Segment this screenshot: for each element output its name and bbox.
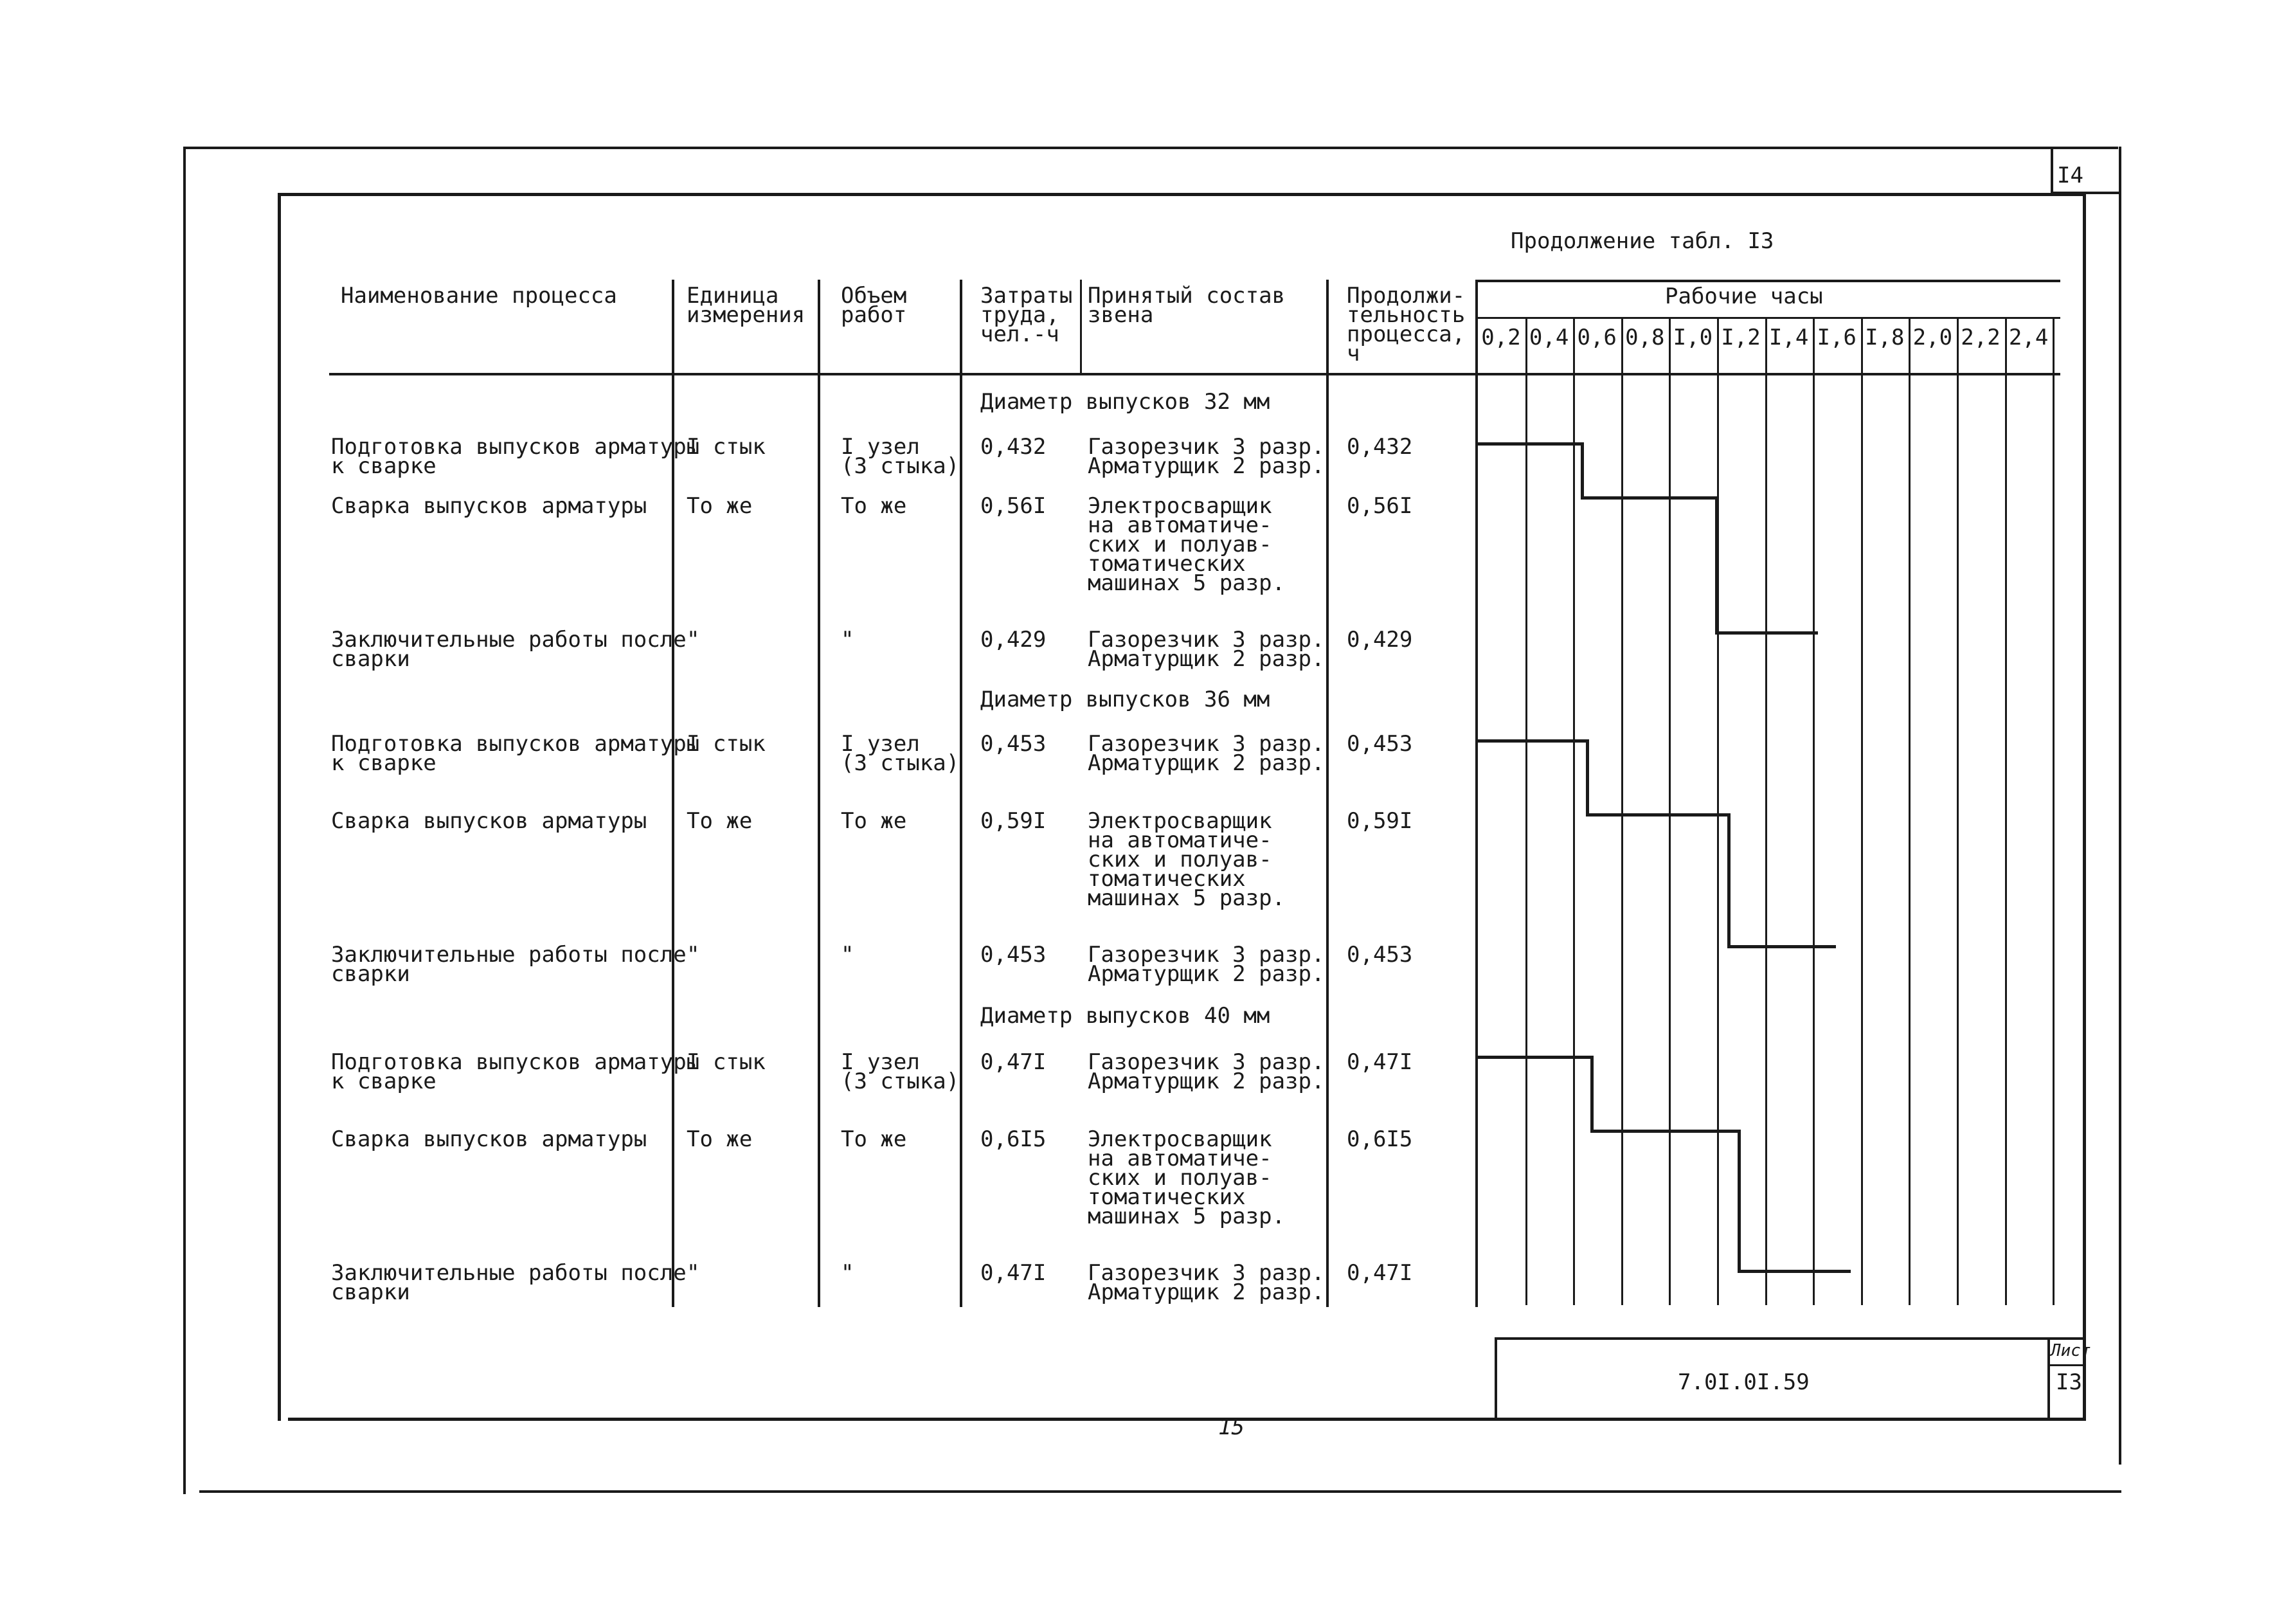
crew-cell: Газорезчик 3 разр. Арматурщик 2 разр.: [1088, 434, 1325, 479]
unit-cell: ": [687, 627, 700, 653]
process-name: Заключительные работы после сварки: [331, 942, 687, 987]
header-hours: Рабочие часы: [1665, 284, 1823, 309]
process-name: Сварка выпусков арматуры: [331, 808, 647, 834]
col-sep-6: [1475, 280, 1478, 1307]
unit-cell: То же: [687, 1126, 753, 1152]
gantt-connector: [1590, 1056, 1594, 1133]
crew-cell: Газорезчик 3 разр. Арматурщик 2 разр.: [1088, 1260, 1325, 1305]
col-sep-5: [1326, 280, 1329, 1307]
duration-cell: 0,47I: [1347, 1260, 1413, 1286]
gantt-bar: [1477, 1056, 1590, 1059]
hours-grid-line: [2053, 318, 2055, 1305]
gantt-bar: [1715, 631, 1818, 635]
title-block-left: [1495, 1337, 1497, 1420]
labor-cell: 0,453: [980, 731, 1047, 757]
hours-tick-label: 0,6: [1577, 325, 1617, 350]
unit-cell: ": [687, 942, 700, 968]
header-duration: Продолжи- тельность процесса, ч: [1347, 283, 1466, 366]
hours-tick-label: I,6: [1817, 325, 1857, 350]
crew-cell: Газорезчик 3 разр. Арматурщик 2 разр.: [1088, 627, 1325, 672]
hours-grid-line: [1957, 318, 1959, 1305]
labor-cell: 0,429: [980, 627, 1047, 653]
hours-grid-line: [1621, 318, 1623, 1305]
labor-cell: 0,59I: [980, 808, 1047, 834]
duration-cell: 0,56I: [1347, 493, 1413, 519]
section-title: Диаметр выпусков 32 мм: [980, 389, 1270, 415]
inner-frame-bottom: [288, 1418, 2085, 1421]
header-unit: Единица измерения: [687, 283, 805, 328]
gantt-connector: [1586, 739, 1589, 817]
gantt-bar: [1586, 813, 1727, 817]
unit-cell: То же: [687, 493, 753, 519]
gantt-bar: [1477, 442, 1581, 446]
title-block-mid: [2047, 1364, 2085, 1366]
crew-cell: Газорезчик 3 разр. Арматурщик 2 разр.: [1088, 1049, 1325, 1094]
process-name: Сварка выпусков арматуры: [331, 493, 647, 519]
process-name: Сварка выпусков арматуры: [331, 1126, 647, 1152]
hours-grid-line: [1909, 318, 1911, 1305]
volume-cell: ": [841, 942, 854, 968]
hours-grid-line: [2005, 318, 2007, 1305]
process-name: Заключительные работы после сварки: [331, 627, 687, 672]
hours-sub-line: [1475, 317, 2060, 319]
unit-cell: I стык: [687, 731, 766, 757]
crew-cell: Газорезчик 3 разр. Арматурщик 2 разр.: [1088, 942, 1325, 987]
hours-tick-label: 2,4: [2008, 325, 2049, 350]
labor-cell: 0,47I: [980, 1049, 1047, 1075]
sheet-label: Лист: [2051, 1341, 2091, 1360]
document-code: 7.0I.0I.59: [1678, 1369, 1810, 1395]
hours-tick-label: 2,0: [1912, 325, 1953, 350]
crew-cell: Электросварщик на автоматиче- ских и полуав- томатических машинах 5 разр.: [1088, 1126, 1286, 1229]
hours-grid-line: [1525, 318, 1527, 1305]
volume-cell: I узел (3 стыка): [841, 434, 960, 479]
page-number: 15: [1218, 1414, 1245, 1440]
outer-frame-bottom: [199, 1490, 2121, 1493]
header-bottom-line: [329, 373, 2060, 375]
process-name: Заключительные работы после сварки: [331, 1260, 687, 1305]
gantt-bar: [1477, 739, 1586, 743]
table-continuation-title: Продолжение табл. I3: [1511, 228, 1774, 254]
inner-frame-right: [2083, 193, 2086, 1421]
hours-tick-label: 2,2: [1961, 325, 2001, 350]
header-name: Наименование процесса: [341, 283, 617, 309]
duration-cell: 0,432: [1347, 434, 1413, 460]
hours-tick-label: I,4: [1768, 325, 1809, 350]
col-sep-3: [960, 280, 962, 1307]
unit-cell: То же: [687, 808, 753, 834]
inner-frame-left: [278, 193, 281, 1421]
gantt-connector: [1581, 442, 1584, 500]
hours-tick-label: I,2: [1721, 325, 1761, 350]
title-block-top: [1495, 1337, 2085, 1340]
gantt-bar: [1738, 1270, 1851, 1273]
outer-corner-line-v: [2051, 147, 2053, 193]
outer-sheet-number: I4: [2057, 163, 2083, 188]
outer-frame-right: [2119, 147, 2121, 1465]
hours-grid-line: [1861, 318, 1863, 1305]
volume-cell: То же: [841, 808, 907, 834]
hours-tick-label: 0,2: [1481, 325, 1521, 350]
gantt-bar: [1590, 1130, 1738, 1133]
hours-grid-line: [1813, 318, 1815, 1305]
section-title: Диаметр выпусков 36 мм: [980, 687, 1270, 712]
unit-cell: I стык: [687, 434, 766, 460]
hours-tick-label: 0,8: [1625, 325, 1665, 350]
header-top-line: [1475, 280, 2060, 282]
crew-cell: Газорезчик 3 разр. Арматурщик 2 разр.: [1088, 731, 1325, 776]
gantt-bar: [1727, 945, 1836, 948]
labor-cell: 0,56I: [980, 493, 1047, 519]
hours-grid-line: [1717, 318, 1719, 1305]
duration-cell: 0,453: [1347, 731, 1413, 757]
process-name: Подготовка выпусков арматуры к сварке: [331, 731, 700, 776]
col-sep-4: [1080, 280, 1082, 375]
gantt-connector: [1715, 496, 1718, 635]
volume-cell: ": [841, 1260, 854, 1286]
header-volume: Объем работ: [841, 283, 907, 328]
outer-frame-top: [183, 147, 2118, 149]
volume-cell: ": [841, 627, 854, 653]
hours-tick-label: I,0: [1673, 325, 1713, 350]
outer-frame-left: [183, 147, 186, 1494]
process-name: Подготовка выпусков арматуры к сварке: [331, 434, 700, 479]
hours-grid-line: [1573, 318, 1575, 1305]
header-labor: Затраты труда, чел.-ч: [980, 283, 1073, 347]
gantt-connector: [1727, 813, 1731, 948]
col-sep-2: [818, 280, 820, 1307]
unit-cell: ": [687, 1260, 700, 1286]
duration-cell: 0,453: [1347, 942, 1413, 968]
process-name: Подготовка выпусков арматуры к сварке: [331, 1049, 700, 1094]
hours-grid-line: [1765, 318, 1767, 1305]
duration-cell: 0,59I: [1347, 808, 1413, 834]
hours-grid-line: [1669, 318, 1671, 1305]
section-title: Диаметр выпусков 40 мм: [980, 1003, 1270, 1029]
duration-cell: 0,429: [1347, 627, 1413, 653]
header-crew: Принятый состав звена: [1088, 283, 1286, 328]
labor-cell: 0,6I5: [980, 1126, 1047, 1152]
labor-cell: 0,47I: [980, 1260, 1047, 1286]
hours-tick-label: 0,4: [1529, 325, 1569, 350]
duration-cell: 0,47I: [1347, 1049, 1413, 1075]
sheet-number: I3: [2056, 1369, 2082, 1395]
gantt-connector: [1738, 1130, 1741, 1273]
labor-cell: 0,432: [980, 434, 1047, 460]
hours-tick-label: I,8: [1865, 325, 1905, 350]
gantt-bar: [1581, 496, 1715, 500]
labor-cell: 0,453: [980, 942, 1047, 968]
crew-cell: Электросварщик на автоматиче- ских и полуав- томатических машинах 5 разр.: [1088, 808, 1286, 911]
inner-frame-top: [278, 193, 2085, 196]
volume-cell: То же: [841, 493, 907, 519]
duration-cell: 0,6I5: [1347, 1126, 1413, 1152]
unit-cell: I стык: [687, 1049, 766, 1075]
title-block-sep: [2047, 1337, 2050, 1420]
volume-cell: То же: [841, 1126, 907, 1152]
volume-cell: I узел (3 стыка): [841, 731, 960, 776]
volume-cell: I узел (3 стыка): [841, 1049, 960, 1094]
crew-cell: Электросварщик на автоматиче- ских и полуав- томатических машинах 5 разр.: [1088, 493, 1286, 596]
